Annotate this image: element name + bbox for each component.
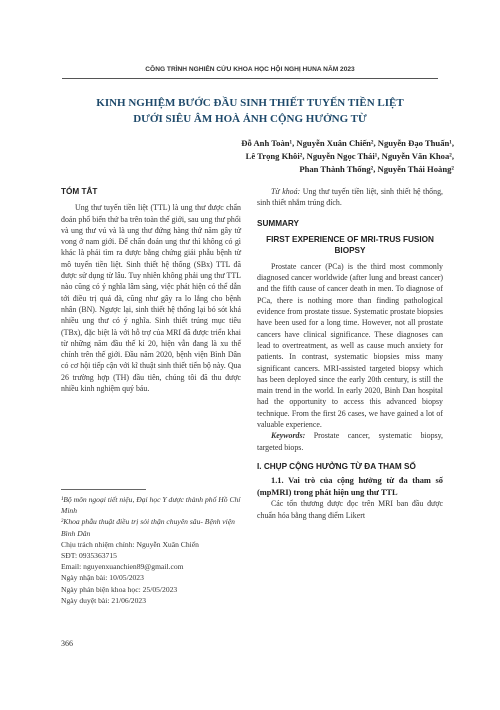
- en-summary-text: Prostate cancer (PCa) is the third most commonly diagnosed cancer worldwide (after lung and breast cancer) and the fifth cause of cancer death in men. To diagnose of PCa, there is nothing more than finding pathological evidence from prostate tissue. Systematic prostate biopsies have been used for a long time. However, not all prostate cancers have clinical significance. These diagnoses can lead to overtreatment, as well as cause much anxiety for patients. In contrast, systematic biopsies miss many significant cancers. MRI-assisted targeted biopsy which has been deployed since the early 20th century, is still the main trend in the world. In early 2020, Binh Dan hospital had the opportunity to access this advanced biopsy technique. From the first 26 cases, we have gained a lot of valuable experience.: [257, 261, 443, 430]
- date-received: Ngày nhận bài: 10/05/2023: [61, 573, 144, 583]
- en-keywords-text: Prostate cancer, systematic biopsy, targeted biops.: [257, 431, 443, 452]
- author-line: Lê Trọng Khôi², Nguyễn Ngọc Thái¹, Nguyễn Văn Khoa²,: [245, 151, 454, 161]
- author-list: [241, 137, 454, 176]
- vi-keywords-label: Từ khoá:: [271, 187, 301, 196]
- en-keywords: [257, 430, 443, 453]
- paper-title-line1: KINH NGHIỆM BƯỚC ĐẦU SINH THIẾT TUYẾN TIỀN LIỆT: [96, 97, 404, 109]
- phone: SĐT: 0935363715: [61, 551, 117, 561]
- en-title: FIRST EXPERIENCE OF MRI-TRUS FUSION BIOPSY: [266, 234, 434, 255]
- page-number: 366: [61, 639, 73, 648]
- vi-summary-heading: TÓM TẮT: [61, 187, 98, 196]
- footnotes: [61, 489, 241, 606]
- section1-text: Các tổn thương được đọc trên MRI ban đầu được chuẩn hóa bằng thang điểm Likert: [257, 499, 443, 520]
- corresponding-author: Chịu trách nhiệm chính: Nguyễn Xuân Chiến: [61, 539, 199, 549]
- footnote-rule: [61, 489, 146, 490]
- email: Email: nguyenxuanchien89@gmail.com: [61, 562, 184, 572]
- vi-keywords-text: Ung thư tuyến tiền liệt, sinh thiết hệ thống, sinh thiết nhắm trúng đích.: [257, 187, 443, 208]
- conference-header: CÔNG TRÌNH NGHIÊN CỨU KHOA HỌC HỘI NGHỊ HUNA NĂM 2023: [145, 66, 355, 73]
- footnote-affiliation-2: ²Khoa phẫu thuật điều trị sỏi thận chuyên sâu- Bệnh viện Bình Dân: [61, 517, 235, 538]
- section1-subheading: 1.1. Vai trò của cộng hưởng từ đa tham số (mpMRI) trong phát hiện ung thư TTL: [257, 476, 443, 497]
- left-column: [61, 186, 241, 394]
- vi-summary-text: Ung thư tuyến tiền liệt (TTL) là ung thư được chẩn đoán phổ biến thứ ba trên toàn thế giới, sau ung thư phổi và ung thư vú và là ung thư đứng hàng thứ năm gây tử vong ở nam giới. Để chẩn đoán ung thư thì không có gì khác là phải tìm ra được bằng chứng giải phẫu bệnh từ mô tuyến tiền liệt. Sinh thiết hệ thống (SBx) TTL đã được sử dụng từ lâu. Tuy nhiên không phải ung thư TTL nào cũng có ý nghĩa lâm sàng, việc phát hiện có thể dẫn tới điều trị quá đà, cũng như gây ra lo lắng cho bệnh nhân (BN). Ngược lại, sinh thiết hệ thống lại bỏ sót khá nhiều ung thư có ý nghĩa. Sinh thiết trúng mục tiêu (TBx), đặc biệt là với hỗ trợ của MRI đã được triển khai từ những năm đầu thế kỉ 20, hiện vẫn đang là xu thế chính trên thế giới. Đầu năm 2020, bệnh viện Bình Dân có cơ hội tiếp cận với kĩ thuật sinh thiết tiến bộ này. Qua 26 trường hợp (TH) đầu tiên, chúng tôi đã thu được nhiều kinh nghiệm quý báu.: [61, 203, 241, 394]
- author-line: Đỗ Anh Toàn¹, Nguyễn Xuân Chiến², Nguyễn Đạo Thuấn¹,: [241, 138, 454, 148]
- right-column: [257, 186, 443, 521]
- author-line: Phan Thành Thống², Nguyễn Thái Hoàng²: [299, 164, 454, 174]
- section1-heading: I. CHỤP CỘNG HƯỞNG TỪ ĐA THAM SỐ: [257, 461, 416, 471]
- date-accepted: Ngày duyệt bài: 21/06/2023: [61, 595, 146, 605]
- en-keywords-label: Keywords:: [271, 431, 306, 441]
- paper-title-line2: DƯỚI SIÊU ÂM HOÀ ẢNH CỘNG HƯỞNG TỪ: [133, 113, 367, 125]
- date-reviewed: Ngày phản biện khoa học: 25/05/2023: [61, 584, 178, 594]
- footnote-affiliation-1: ¹Bộ môn ngoại tiết niệu, Đại học Y dược thành phố Hồ Chí Minh: [61, 495, 241, 516]
- en-summary-heading: SUMMARY: [257, 218, 299, 228]
- vi-keywords: [257, 186, 443, 209]
- header-rule: [62, 78, 438, 79]
